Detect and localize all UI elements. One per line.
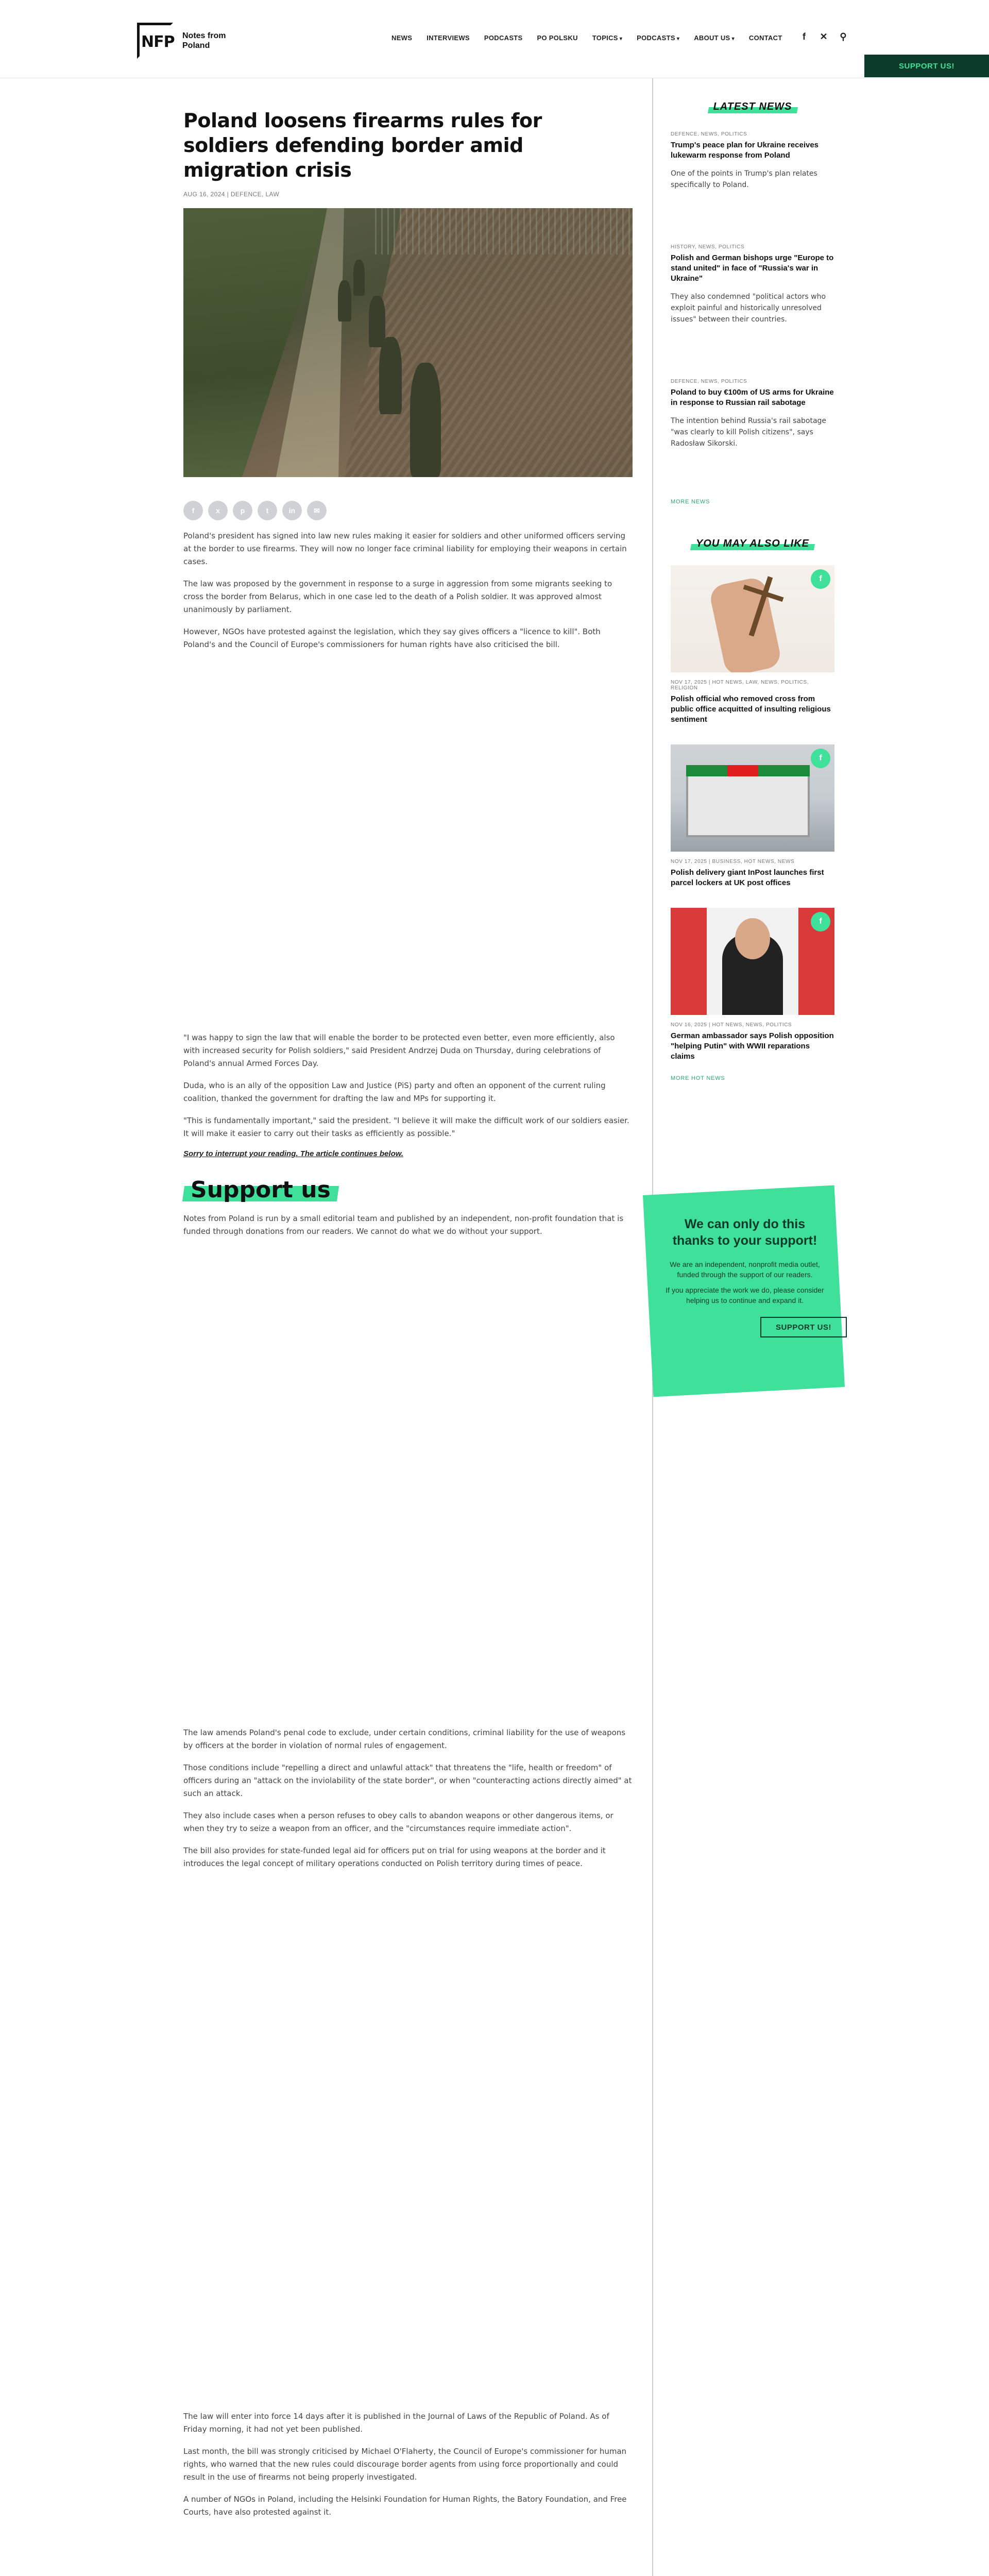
share-email-icon[interactable]: ✉ (307, 501, 327, 520)
support-box-text: If you appreciate the work we do, please consider helping us to continue and expand it. (666, 1286, 824, 1304)
support-box-text: We are an independent, nonprofit media outlet, funded through the support of our readers. (670, 1260, 820, 1279)
share-linkedin-icon[interactable]: in (282, 501, 302, 520)
more-news-link[interactable]: MORE NEWS (671, 499, 710, 505)
item-excerpt: One of the points in Trump's plan relates specifically to Poland. (671, 170, 817, 189)
paragraph: Those conditions include "repelling a direct and unlawful attack" that threatens the "life, health or freedom" of officers during an "attack on the inviolability of the state border", or when "counteracting actions directly aimed" at such an attack. (183, 1763, 632, 1798)
paragraph: The law amends Poland's penal code to exclude, under certain conditions, criminal liability for the use of weapons by officers at the border in violation of normal rules of engagement. (183, 1728, 626, 1750)
item-title[interactable]: Polish and German bishops urge "Europe to stand united" in face of "Russia's war in Ukraine" (671, 253, 834, 283)
paragraph: A number of NGOs in Poland, including the Helsinki Foundation for Human Rights, the Batory Foundation, and Free Courts, have also protested against it. (183, 2495, 627, 2517)
article (183, 108, 633, 2576)
item-title[interactable]: Polish official who removed cross from public office acquitted of insulting religious sentiment (671, 694, 831, 724)
share-telegram-icon[interactable]: t (258, 501, 277, 520)
support-box (650, 1200, 840, 1337)
ad-space (183, 651, 633, 1022)
thumbnail-cross[interactable] (671, 565, 834, 672)
share-pinterest-icon[interactable]: p (233, 501, 252, 520)
paragraph: "I was happy to sign the law that will enable the border to be protected even better, even more efficiently, also with increased security for Polish soldiers," said President Andrzej Duda on Thursday, during celebrations of Poland's annual Armed Forces Day. (183, 1033, 615, 1068)
nav-item-podcasts[interactable]: PODCASTS (484, 34, 523, 42)
latest-news-heading: LATEST NEWS (671, 101, 834, 113)
article-body-1 (183, 530, 633, 651)
thumbnail-parcel-lockers[interactable] (671, 744, 834, 852)
latest-news-item[interactable] (671, 244, 834, 325)
article-body-3 (183, 1726, 633, 1870)
logo-mark: NFP (134, 20, 176, 62)
thumbnail-ambassador[interactable] (671, 908, 834, 1015)
sidebar (671, 101, 834, 1081)
interrupt-notice[interactable]: Sorry to interrupt your reading. The article continues below. (183, 1149, 404, 1158)
facebook-icon[interactable]: f (811, 912, 830, 931)
paragraph: Last month, the bill was strongly criticised by Michael O'Flaherty, the Council of Europe's commissioner for human rights, who warned that the new rules could discourage border agents from using force proportionally and could result in the use of firearms not being properly investigated. (183, 2447, 627, 2482)
item-category: NOV 17, 2025 | HOT NEWS, LAW, NEWS, POLITICS, RELIGION (671, 680, 809, 691)
facebook-icon[interactable]: f (811, 749, 830, 768)
paragraph: "This is fundamentally important," said the president. "I believe it will make the difficult work of our soldiers easier. It will make it easier to carry out their tasks as efficiently as possible." (183, 1116, 629, 1138)
item-category: NOV 16, 2025 | HOT NEWS, NEWS, POLITICS (671, 1022, 792, 1028)
nav-item-topics[interactable]: TOPICS ▾ (592, 34, 622, 42)
more-hot-news-link[interactable]: MORE HOT NEWS (671, 1075, 725, 1081)
article-meta: AUG 16, 2024 | DEFENCE, LAW (183, 191, 280, 198)
item-excerpt: The intention behind Russia's rail sabotage "was clearly to kill Polish citizens", says Radosław Sikorski. (671, 417, 827, 448)
facebook-icon[interactable]: f (811, 569, 830, 589)
item-title[interactable]: Polish delivery giant InPost launches first parcel lockers at UK post offices (671, 868, 824, 887)
item-category: NOV 17, 2025 | BUSINESS, HOT NEWS, NEWS (671, 859, 795, 865)
support-us-button[interactable]: SUPPORT US! (864, 55, 989, 77)
paragraph: Duda, who is an ally of the opposition Law and Justice (PiS) party and often an opponent of the current ruling coalition, thanked the government for drafting the law and MPs for supporting it. (183, 1081, 606, 1103)
search-icon[interactable]: ⚲ (840, 31, 847, 42)
paragraph: Poland's president has signed into law new rules making it easier for soldiers and other uniformed officers serving at the border to use firearms. They will now no longer face criminal liability for employing their weapons in certain cases. (183, 531, 627, 566)
ad-space (183, 1238, 633, 1717)
nav-item-podcasts-menu[interactable]: PODCASTS ▾ (637, 34, 679, 42)
logo-text: Notes from Poland (182, 31, 226, 50)
site-logo[interactable] (134, 20, 229, 62)
article-body-4 (183, 2410, 633, 2519)
item-title[interactable]: Poland to buy €100m of US arms for Ukraine in response to Russian rail sabotage (671, 388, 834, 407)
article-body-2 (183, 1031, 633, 1140)
share-facebook-icon[interactable]: f (183, 501, 203, 520)
main-nav (391, 34, 782, 42)
item-title[interactable]: Trump's peace plan for Ukraine receives lukewarm response from Poland (671, 141, 819, 160)
nav-item-about-us[interactable]: ABOUT US ▾ (694, 34, 735, 42)
paragraph: The law was proposed by the government in response to a surge in aggression from some migrants seeking to cross the border from Belarus, which in one case led to the death of a Polish soldier. It was approved almost unanimously by parliament. (183, 579, 612, 614)
item-excerpt: They also condemned "political actors who exploit painful and historically unresolved issues" between their countries. (671, 293, 826, 324)
support-box-button[interactable]: SUPPORT US! (760, 1317, 847, 1337)
ad-space (183, 2519, 633, 2576)
item-title[interactable]: German ambassador says Polish opposition "helping Putin" with WWII reparations claims (671, 1031, 834, 1061)
item-category: HISTORY, NEWS, POLITICS (671, 244, 745, 250)
nav-item-interviews[interactable]: INTERVIEWS (427, 34, 470, 42)
share-buttons (183, 501, 633, 520)
also-like-item[interactable] (671, 565, 834, 725)
also-like-item[interactable] (671, 744, 834, 888)
item-category: DEFENCE, NEWS, POLITICS (671, 379, 747, 384)
facebook-icon[interactable]: f (803, 31, 806, 42)
site-header (0, 0, 989, 78)
twitter-icon[interactable]: ✕ (820, 31, 828, 42)
support-us-text: Notes from Poland is run by a small editorial team and published by an independent, non-profit foundation that is funded through donations from our readers. We cannot do what we do without your support. (183, 1214, 624, 1236)
nav-item-news[interactable]: NEWS (391, 34, 413, 42)
latest-news-item[interactable] (671, 379, 834, 449)
support-us-heading: Support us (183, 1177, 338, 1203)
paragraph: The bill also provides for state-funded legal aid for officers put on trial for using weapons at the border and it introduces the legal concept of military operations conducted on Polish territory during times of peace. (183, 1846, 606, 1868)
paragraph: However, NGOs have protested against the legislation, which they say gives officers a "licence to kill". Both Poland's and the Council of Europe's commissioners for human rights have also criticised the bill. (183, 627, 601, 649)
hero-image (183, 208, 633, 477)
paragraph: They also include cases when a person refuses to obey calls to abandon weapons or other dangerous items, or when they try to seize a weapon from an officer, and the "circumstances require immediate action". (183, 1811, 613, 1833)
also-like-heading: YOU MAY ALSO LIKE (671, 538, 834, 550)
support-box-title: We can only do this thanks to your support! (672, 1217, 817, 1248)
header-icons (798, 31, 849, 42)
ad-space (183, 1870, 633, 2401)
also-like-item[interactable] (671, 908, 834, 1062)
nav-item-po-polsku[interactable]: PO POLSKU (537, 34, 578, 42)
nav-item-contact[interactable]: CONTACT (748, 34, 782, 42)
share-x-icon[interactable]: x (208, 501, 228, 520)
item-category: DEFENCE, NEWS, POLITICS (671, 131, 747, 137)
latest-news-item[interactable] (671, 131, 834, 191)
article-title: Poland loosens firearms rules for soldiers defending border amid migration crisis (183, 109, 542, 181)
paragraph: The law will enter into force 14 days after it is published in the Journal of Laws of the Republic of Poland. As of Friday morning, it had not yet been published. (183, 2412, 609, 2434)
